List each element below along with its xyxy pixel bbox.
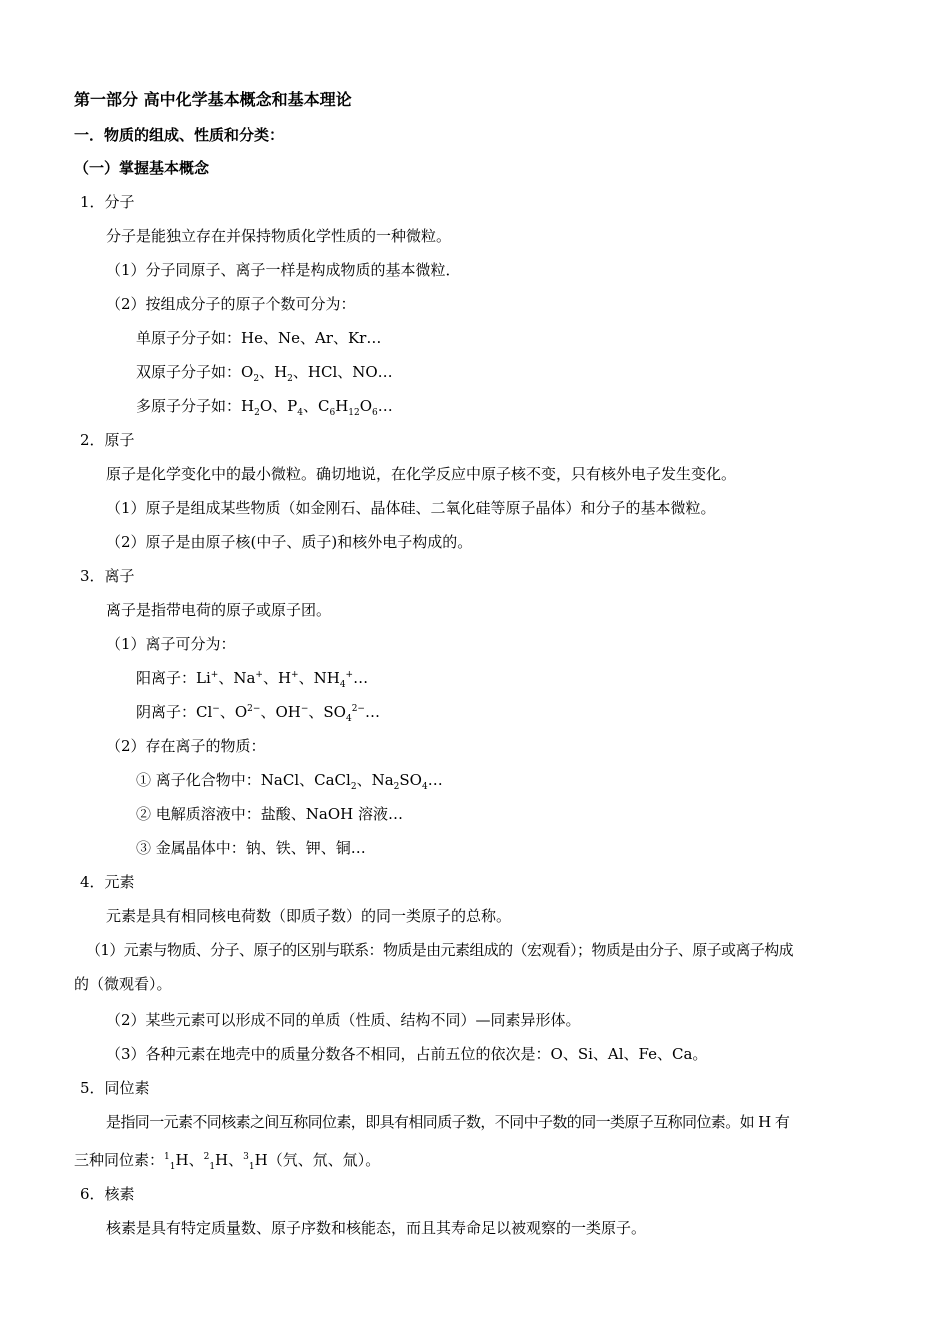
s3-ionic-compounds: ① 离子化合物中：NaCl、CaCl$_2$、$Na_2SO_4\dots$ — [136, 771, 443, 792]
chapter-heading: 一．物质的组成、性质和分类： — [74, 126, 285, 144]
s1-diatomic: 双原子分子如：$O_2$、$H_2$、HCl、NO… — [136, 363, 393, 384]
s3-point-2: （2）存在离子的物质： — [106, 737, 266, 755]
s3-heading: 3．离子 — [80, 567, 135, 585]
s4-point-1a: （1）元素与物质、分子、原子的区别与联系：物质是由元素组成的（宏观看）；物质是由分子、原子或离子构成 — [86, 941, 794, 959]
s6-heading: 6．核素 — [80, 1185, 135, 1203]
s1-point-2: （2）按组成分子的原子个数可分为： — [106, 295, 356, 313]
s2-point-2: （2）原子是由原子核(中子、质子)和核外电子构成的。 — [106, 533, 473, 551]
s3-cations: 阳离子：Li+、Na+、H+、$NH_4^+\dots$ — [136, 669, 369, 690]
s2-heading: 2．原子 — [80, 431, 135, 449]
s6-definition: 核素是具有特定质量数、原子序数和核能态，而且其寿命足以被观察的一类原子。 — [106, 1219, 647, 1237]
s1-monoatomic: 单原子分子如：He、Ne、Ar、Kr… — [136, 329, 382, 347]
s4-heading: 4．元素 — [80, 873, 135, 891]
s3-anions: 阴离子：Cl−、$O^{2-}$、OH−、$SO_4^{2-}\dots$ — [136, 703, 380, 724]
s1-heading: 1．分子 — [80, 193, 135, 211]
s4-point-2: （2）某些元素可以形成不同的单质（性质、结构不同）—同素异形体。 — [106, 1011, 581, 1029]
section-heading: （一）掌握基本概念 — [74, 159, 210, 177]
s3-metal-crystal: ③ 金属晶体中：钠、铁、钾、铜… — [136, 839, 366, 857]
s3-definition: 离子是指带电荷的原子或原子团。 — [106, 601, 332, 619]
s3-electrolyte: ② 电解质溶液中：盐酸、NaOH 溶液… — [136, 805, 403, 823]
s5-definition-a: 是指同一元素不同核素之间互称同位素，即具有相同质子数，不同中子数的同一类原子互称同位素。如 H 有 — [106, 1113, 790, 1131]
s4-definition: 元素是具有相同核电荷数（即质子数）的同一类原子的总称。 — [106, 907, 512, 925]
s5-heading: 5．同位素 — [80, 1079, 150, 1097]
page-title: 第一部分 高中化学基本概念和基本理论 — [74, 90, 352, 109]
s1-definition: 分子是能独立存在并保持物质化学性质的一种微粒。 — [106, 227, 452, 245]
s2-point-1: （1）原子是组成某些物质（如金刚石、晶体硅、二氧化硅等原子晶体）和分子的基本微粒。 — [106, 499, 716, 517]
s4-point-3: （3）各种元素在地壳中的质量分数各不相同，占前五位的依次是：O、Si、Al、Fe、Ca。 — [106, 1045, 708, 1063]
s1-polyatomic: 多原子分子如：$H_2O$、$P_4$、$C_6H_{12}O_6\dots$ — [136, 397, 393, 418]
s1-point-1: （1）分子同原子、离子一样是构成物质的基本微粒． — [106, 261, 461, 279]
s3-point-1: （1）离子可分为： — [106, 635, 236, 653]
s2-definition: 原子是化学变化中的最小微粒。确切地说，在化学反应中原子核不变，只有核外电子发生变化。 — [106, 465, 737, 483]
s5-definition-b: 三种同位素：$^1_1$H、$^2_1$H、$^3_1$H（氕、氘、氚）。 — [74, 1151, 381, 1172]
s4-point-1b: 的（微观看）。 — [74, 975, 172, 993]
